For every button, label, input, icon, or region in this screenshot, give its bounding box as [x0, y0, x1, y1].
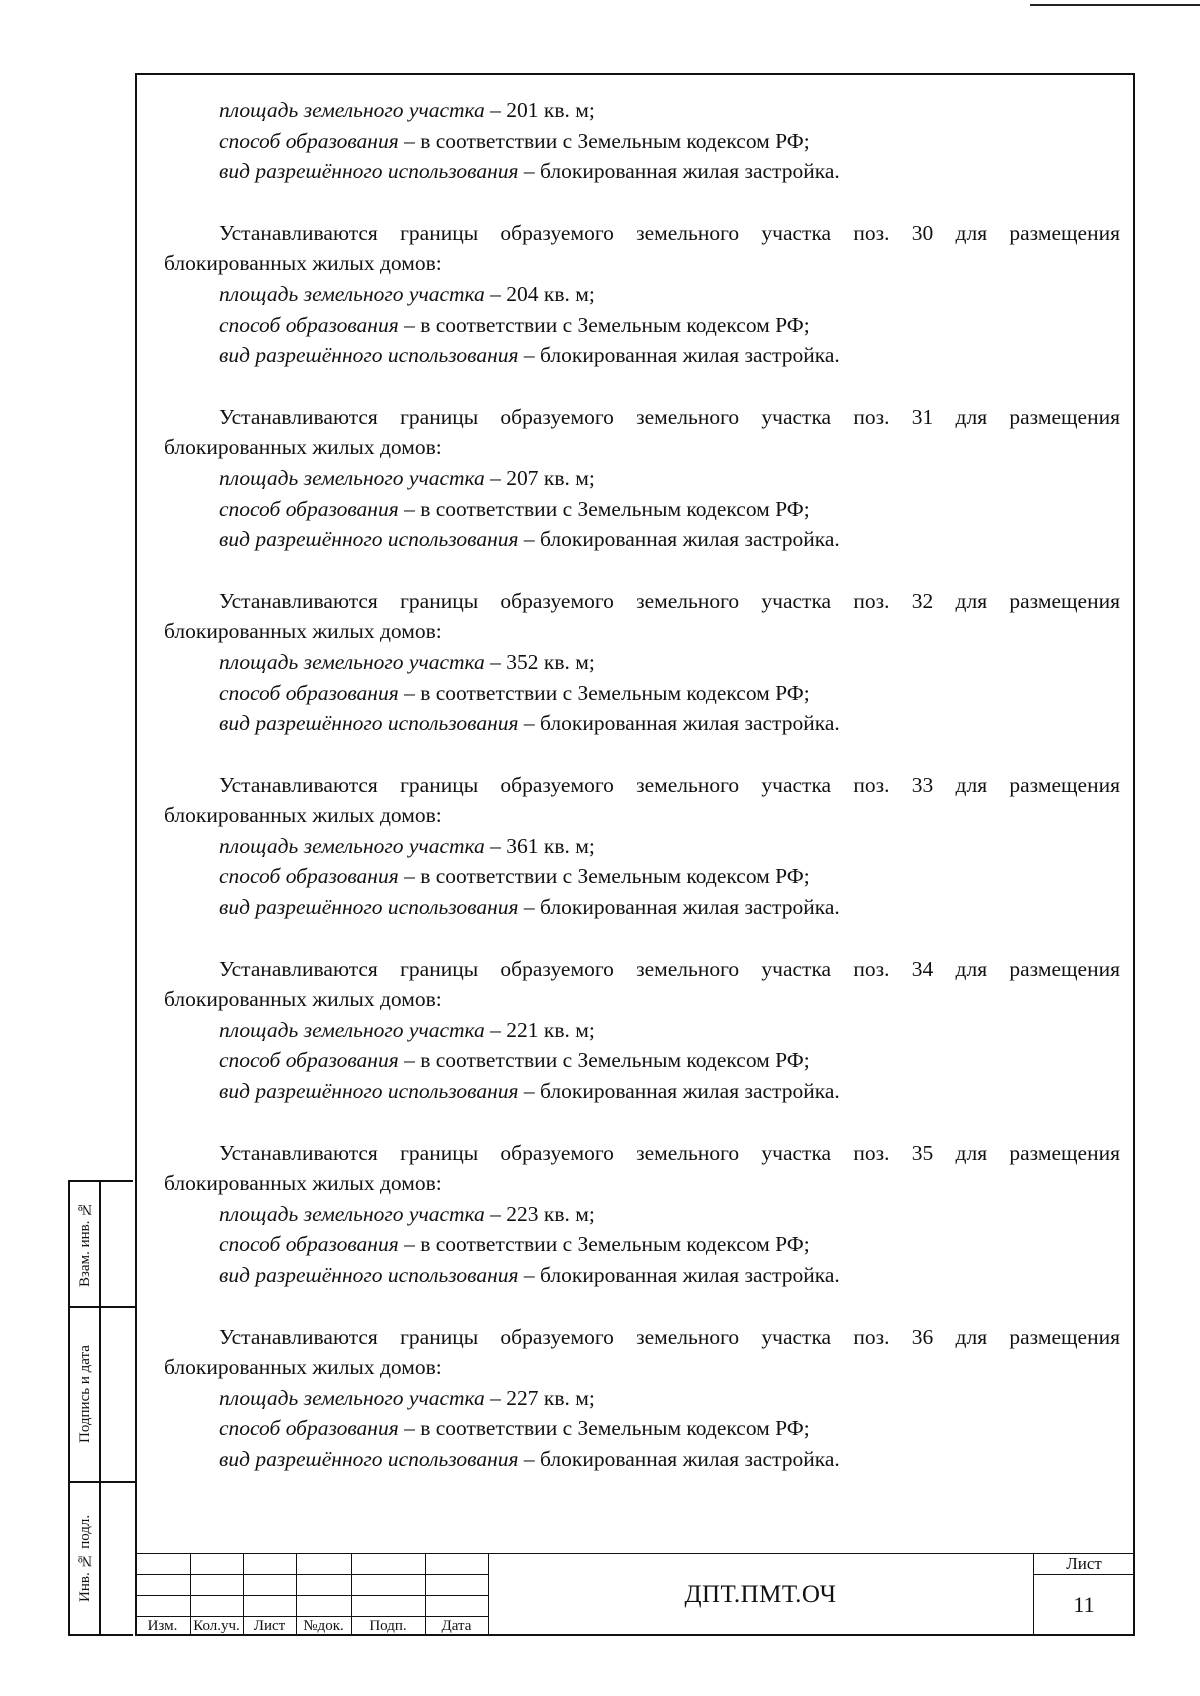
plot-section: [164, 218, 1120, 371]
use-value: – блокированная жилая застройка.: [518, 343, 840, 368]
section-intro-continued: блокированных жилых домов:: [164, 803, 442, 828]
use-label: вид разрешённого использования: [219, 1263, 519, 1287]
signature-date-label: Подпись и дата: [77, 1345, 93, 1444]
area-label: площадь земельного участка: [219, 98, 485, 122]
method-line: [164, 1229, 1120, 1260]
section-intro: Устанавливаются границы образуемого земельного участка поз. 33 для размещения: [219, 772, 1120, 797]
document-body: [164, 95, 1120, 1475]
area-value: – 221 кв. м;: [484, 1017, 595, 1042]
method-value: – в соответствии с Земельным кодексом РФ;: [398, 312, 810, 337]
section-intro: Устанавливаются границы образуемого земельного участка поз. 34 для размещения: [219, 956, 1120, 981]
replacement-inventory-label: Взам. инв. №: [77, 1200, 93, 1288]
section-intro-continued: блокированных жилых домов:: [164, 251, 442, 276]
area-line: [164, 831, 1120, 862]
use-line: [164, 1260, 1120, 1291]
method-line: [164, 126, 1120, 157]
method-line: [164, 1413, 1120, 1444]
method-value: – в соответствии с Земельным кодексом РФ;: [398, 128, 810, 153]
area-label: площадь земельного участка: [219, 1201, 485, 1226]
section-intro-continued: блокированных жилых домов:: [164, 1171, 442, 1196]
area-label: площадь земельного участка: [219, 1017, 485, 1042]
plot-section: [164, 1322, 1120, 1475]
area-label: площадь земельного участка: [219, 649, 485, 674]
inventory-original-label: Инв. № подл.: [77, 1514, 93, 1603]
plot-section: [164, 1138, 1120, 1291]
plot-section: [164, 954, 1120, 1107]
method-value: – в соответствии с Земельным кодексом РФ;: [398, 1048, 810, 1073]
method-value: – в соответствии с Земельным кодексом РФ;: [398, 1232, 810, 1257]
use-line: [164, 1076, 1120, 1107]
sheet-number: 11: [1073, 1592, 1095, 1617]
area-line: [164, 1199, 1120, 1230]
use-value: – блокированная жилая застройка.: [518, 527, 840, 552]
side-cell-replacement: [70, 1182, 135, 1308]
use-value: – блокированная жилая застройка.: [518, 159, 840, 184]
col-docno: №док.: [303, 1618, 344, 1634]
method-label: способ образования: [219, 496, 399, 521]
method-label: способ образования: [219, 680, 399, 705]
method-label: способ образования: [219, 864, 399, 889]
lead-block: [164, 95, 1120, 187]
area-line: [164, 647, 1120, 678]
section-intro-continued: блокированных жилых домов:: [164, 435, 442, 460]
use-value: – блокированная жилая застройка.: [518, 711, 840, 736]
area-value: – 201 кв. м;: [484, 98, 595, 122]
method-label: способ образования: [219, 1232, 399, 1257]
section-intro-continued: блокированных жилых домов:: [164, 619, 442, 644]
method-value: – в соответствии с Земельным кодексом РФ;: [398, 1416, 810, 1441]
section-intro: Устанавливаются границы образуемого земельного участка поз. 35 для размещения: [219, 1140, 1120, 1165]
use-line: [164, 340, 1120, 371]
method-label: способ образования: [219, 312, 399, 337]
method-line: [164, 1045, 1120, 1076]
area-line: [164, 1015, 1120, 1046]
method-line: [164, 494, 1120, 525]
use-label: вид разрешённого использования: [219, 711, 519, 736]
section-intro-continued: блокированных жилых домов:: [164, 987, 442, 1012]
use-label: вид разрешённого использования: [219, 895, 519, 920]
section-intro-continued: блокированных жилых домов:: [164, 1355, 442, 1380]
col-change: Изм.: [147, 1618, 178, 1634]
area-value: – 227 кв. м;: [484, 1385, 595, 1410]
area-label: площадь земельного участка: [219, 833, 485, 858]
col-sheet: Лист: [253, 1618, 286, 1634]
use-line: [164, 708, 1120, 739]
area-line: [164, 279, 1120, 310]
document-code: ДПТ.ПМТ.ОЧ: [684, 1581, 837, 1608]
use-line: [164, 892, 1120, 923]
top-rule: [1030, 4, 1200, 6]
use-value: – блокированная жилая застройка.: [518, 1446, 840, 1471]
plot-section: [164, 586, 1120, 739]
area-value: – 207 кв. м;: [484, 465, 595, 490]
use-line: [164, 524, 1120, 555]
col-date: Дата: [441, 1618, 472, 1634]
method-value: – в соответствии с Земельным кодексом РФ;: [398, 864, 810, 889]
area-line: [164, 1383, 1120, 1414]
area-value: – 361 кв. м;: [484, 833, 595, 858]
area-value: – 204 кв. м;: [484, 281, 595, 306]
use-line: [164, 156, 1120, 187]
method-label: способ образования: [219, 1048, 399, 1073]
use-label: вид разрешённого использования: [219, 1079, 519, 1104]
use-label: вид разрешённого использования: [219, 527, 519, 552]
method-label: способ образования: [219, 1416, 399, 1441]
use-label: вид разрешённого использования: [219, 343, 519, 368]
method-line: [164, 678, 1120, 709]
area-line: [164, 463, 1120, 494]
method-value: – в соответствии с Земельным кодексом РФ;: [398, 680, 810, 705]
col-count: Кол.уч.: [193, 1618, 240, 1634]
method-value: – в соответствии с Земельным кодексом РФ;: [398, 496, 810, 521]
area-label: площадь земельного участка: [219, 465, 485, 490]
use-value: – блокированная жилая застройка.: [518, 1263, 840, 1287]
side-cell-signature: [70, 1308, 135, 1483]
area-label: площадь земельного участка: [219, 281, 485, 306]
area-line: [164, 95, 1120, 126]
title-block: [135, 1553, 1135, 1636]
section-intro: Устанавливаются границы образуемого земельного участка поз. 36 для размещения: [219, 1324, 1120, 1349]
section-intro: Устанавливаются границы образуемого земельного участка поз. 31 для размещения: [219, 404, 1120, 429]
use-label: вид разрешённого использования: [219, 159, 519, 184]
side-stamp: [68, 1180, 133, 1636]
section-intro: Устанавливаются границы образуемого земельного участка поз. 30 для размещения: [219, 220, 1120, 245]
use-value: – блокированная жилая застройка.: [518, 1079, 840, 1104]
use-line: [164, 1444, 1120, 1475]
method-label: способ образования: [219, 128, 399, 153]
area-value: – 352 кв. м;: [484, 649, 595, 674]
section-intro: Устанавливаются границы образуемого земельного участка поз. 32 для размещения: [219, 588, 1120, 613]
plot-section: [164, 770, 1120, 923]
method-line: [164, 310, 1120, 341]
plot-section: [164, 402, 1120, 555]
side-cell-inventory: [70, 1483, 135, 1634]
col-signature: Подп.: [369, 1618, 407, 1634]
use-value: – блокированная жилая застройка.: [518, 895, 840, 920]
method-line: [164, 861, 1120, 892]
sheet-label: Лист: [1066, 1554, 1102, 1573]
use-label: вид разрешённого использования: [219, 1446, 519, 1471]
area-value: – 223 кв. м;: [484, 1201, 595, 1226]
area-label: площадь земельного участка: [219, 1385, 485, 1410]
